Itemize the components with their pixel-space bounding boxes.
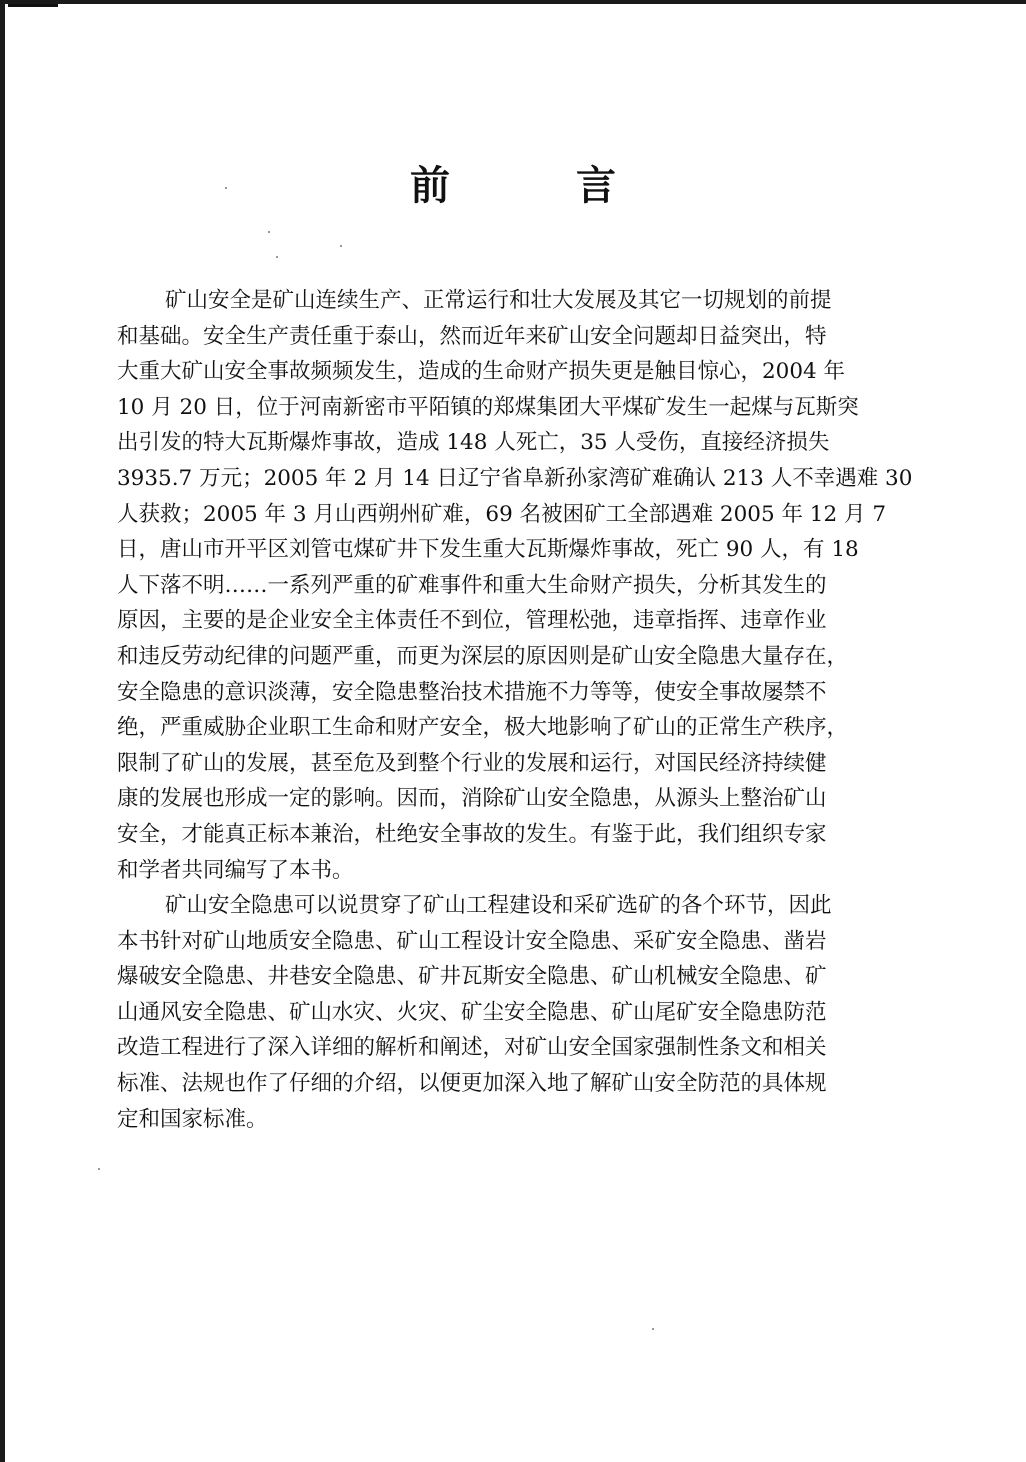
scan-border-left xyxy=(0,0,5,1462)
text-line: 和学者共同编写了本书。 xyxy=(117,857,354,883)
paragraph-1 xyxy=(117,283,953,888)
text-line: 安全隐患的意识淡薄，安全隐患整治技术措施不力等等，使安全事故屡禁不 xyxy=(117,679,827,705)
scan-speck xyxy=(340,245,342,247)
scan-speck xyxy=(276,256,278,258)
text-line: 出引发的特大瓦斯爆炸事故，造成 148 人死亡，35 人受伤，直接经济损失 xyxy=(117,430,830,456)
scan-speck xyxy=(225,187,227,189)
text-line: 爆破安全隐患、井巷安全隐患、矿井瓦斯安全隐患、矿山机械安全隐患、矿 xyxy=(117,964,827,990)
scan-speck xyxy=(268,231,270,233)
paragraph-2 xyxy=(117,888,953,1137)
text-line: 原因，主要的是企业安全主体责任不到位，管理松弛，违章指挥、违章作业 xyxy=(117,608,827,634)
page-title: 前 言 xyxy=(410,163,672,209)
text-line: 限制了矿山的发展，甚至危及到整个行业的发展和运行，对国民经济持续健 xyxy=(117,750,827,776)
text-line: 人下落不明……一系列严重的矿难事件和重大生命财产损失，分析其发生的 xyxy=(117,572,827,598)
text-line: 康的发展也形成一定的影响。因而，消除矿山安全隐患，从源头上整治矿山 xyxy=(117,786,827,812)
text-line: 矿山安全是矿山连续生产、正常运行和壮大发展及其它一切规划的前提 xyxy=(165,288,832,313)
scan-mark xyxy=(8,4,58,7)
scan-speck xyxy=(98,1168,100,1170)
text-line: 安全，才能真正标本兼治，杜绝安全事故的发生。有鉴于此，我们组织专家 xyxy=(117,821,827,847)
text-line: 10 月 20 日，位于河南新密市平陌镇的郑煤集团大平煤矿发生一起煤与瓦斯突 xyxy=(117,394,859,420)
text-line: 改造工程进行了深入详细的解析和阐述，对矿山安全国家强制性条文和相关 xyxy=(117,1035,827,1061)
text-line: 绝，严重威胁企业职工生命和财产安全，极大地影响了矿山的正常生产秩序， xyxy=(117,715,849,741)
text-line: 3935.7 万元；2005 年 2 月 14 日辽宁省阜新孙家湾矿难确认 213 人不幸遇难 30 xyxy=(117,465,913,491)
text-line: 人获救；2005 年 3 月山西朔州矿难，69 名被困矿工全部遇难 2005 年 12 月 7 xyxy=(117,501,887,527)
body-text xyxy=(117,283,953,1137)
text-line: 山通风安全隐患、矿山水灾、火灾、矿尘安全隐患、矿山尾矿安全隐患防范 xyxy=(117,999,827,1025)
scan-border-top xyxy=(0,0,1026,4)
text-line: 标准、法规也作了仔细的介绍，以便更加深入地了解矿山安全防范的具体规 xyxy=(117,1071,827,1097)
scan-speck xyxy=(652,1328,654,1330)
text-line: 定和国家标准。 xyxy=(117,1106,268,1132)
text-line: 和违反劳动纪律的问题严重，而更为深层的原因则是矿山安全隐患大量存在， xyxy=(117,643,849,669)
text-line: 大重大矿山安全事故频频发生，造成的生命财产损失更是触目惊心，2004 年 xyxy=(117,359,846,385)
text-line: 和基础。安全生产责任重于泰山，然而近年来矿山安全问题却日益突出，特 xyxy=(117,323,827,349)
text-line: 矿山安全隐患可以说贯穿了矿山工程建设和采矿选矿的各个环节，因此 xyxy=(165,893,832,919)
text-line: 日，唐山市开平区刘管屯煤矿井下发生重大瓦斯爆炸事故，死亡 90 人，有 18 xyxy=(117,537,859,563)
text-line: 本书针对矿山地质安全隐患、矿山工程设计安全隐患、采矿安全隐患、凿岩 xyxy=(117,928,827,954)
